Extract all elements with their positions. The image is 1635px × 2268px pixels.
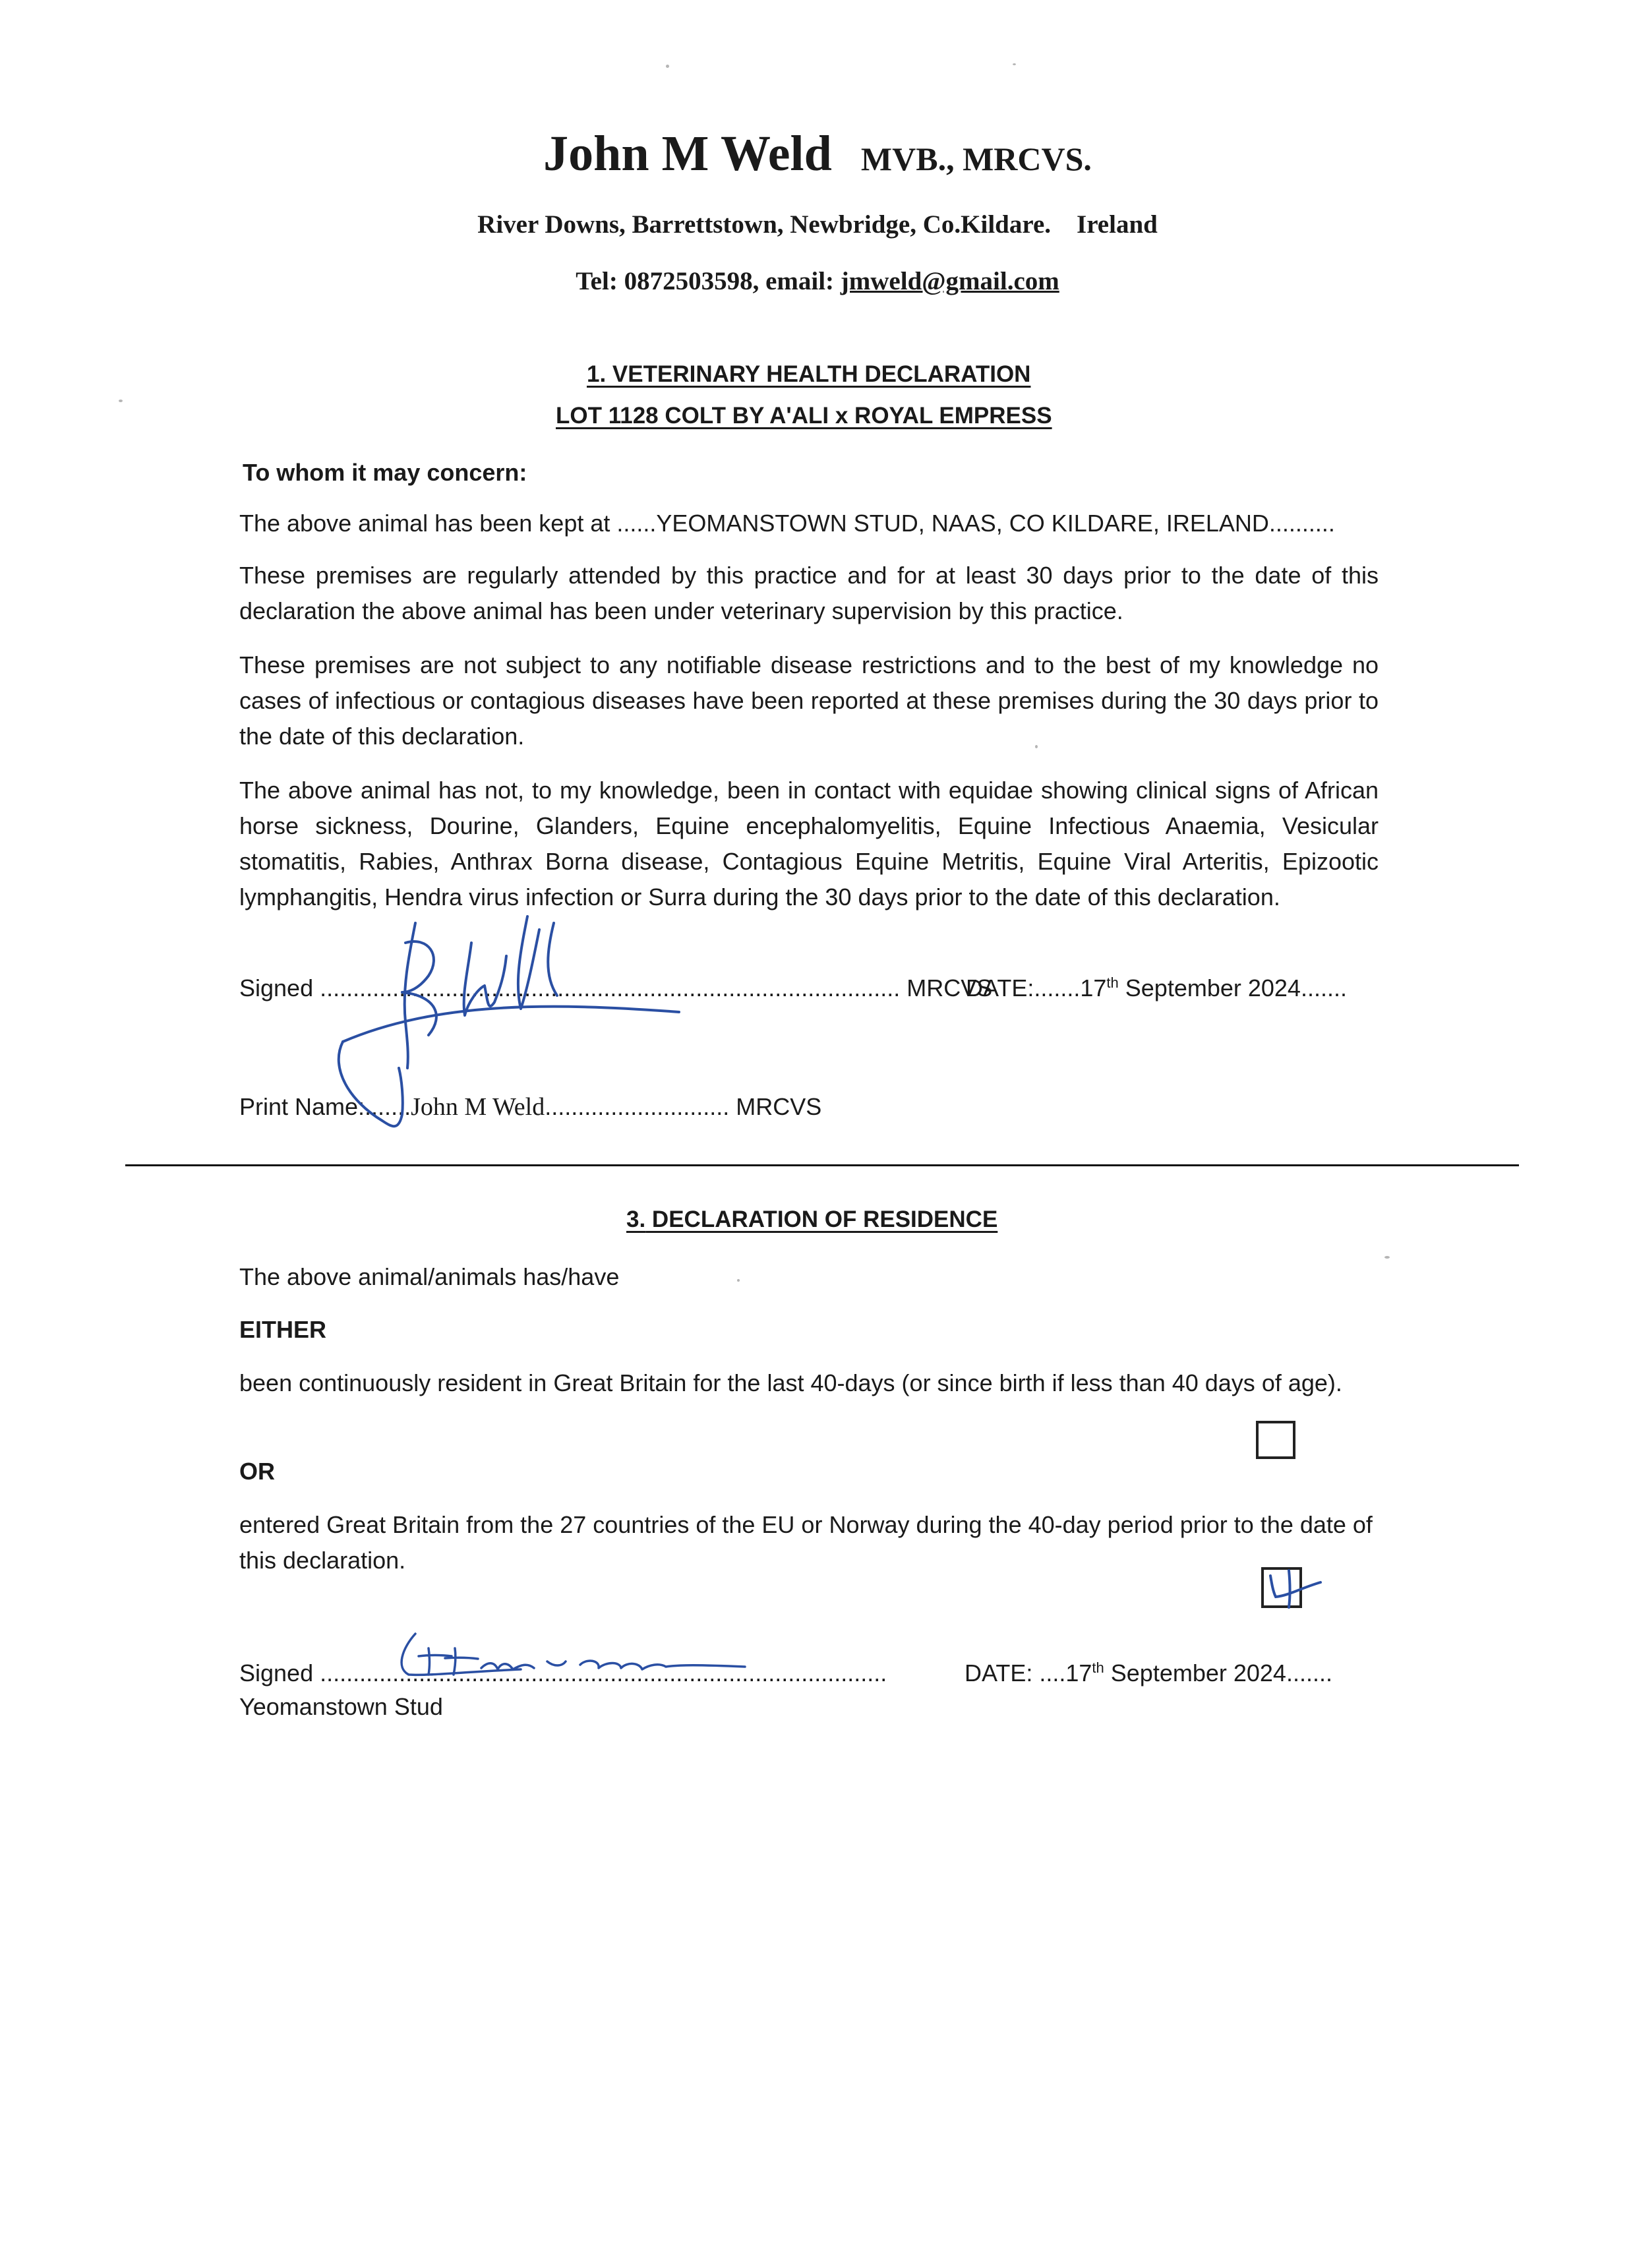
section1-subtitle: LOT 1128 COLT BY A'ALI x ROYAL EMPRESS xyxy=(556,403,1052,429)
vet-date xyxy=(966,970,1347,1006)
kept-at-paragraph: The above animal has been kept at ......YEOMANSTOWN STUD, NAAS, CO KILDARE, IRELAND.......... xyxy=(239,510,1335,537)
scan-speck xyxy=(1035,745,1038,748)
stud-signature xyxy=(389,1628,758,1688)
date-label: DATE:.......17 xyxy=(966,974,1107,1001)
print-name-suffix: MRCVS xyxy=(729,1093,822,1120)
stud-name: Yeomanstown Stud xyxy=(239,1693,443,1720)
scan-speck xyxy=(1384,1256,1390,1259)
option2-text: entered Great Britain from the 27 countries of the EU or Norway during the 40-day period prior to the date of this declaration. xyxy=(239,1511,1373,1574)
scan-speck xyxy=(1013,63,1016,65)
residence-intro: The above animal/animals has/have xyxy=(239,1263,620,1290)
scan-speck xyxy=(119,400,123,402)
stud-signed-dots: ...................................................................................... xyxy=(320,1659,887,1686)
stud-date xyxy=(965,1656,1332,1691)
disease-restrictions-paragraph: These premises are not subject to any notifiable disease restrictions and to the best of my knowledge no cases of infectious or contagious diseases have been reported at these premises during the 30 days prior to the date of this declaration. xyxy=(239,651,1379,750)
section3-title-text: DECLARATION OF RESIDENCE xyxy=(645,1207,998,1232)
supervision-paragraph: These premises are regularly attended by this practice and for at least 30 days prior to the date of this declaration the above animal has been under veterinary supervision by this practice. xyxy=(239,562,1379,624)
signed-dots: ........................................................................................ xyxy=(320,974,901,1001)
option1-text: been continuously resident in Great Britain for the last 40-days (or since birth if less than 40 days of age). xyxy=(239,1369,1342,1396)
letterhead-name-line xyxy=(0,125,1635,183)
stud-signed-label: Signed xyxy=(239,1659,314,1686)
section1-title: 1. VETERINARY HEALTH DECLARATION xyxy=(587,361,1031,387)
letterhead-contact xyxy=(0,266,1635,296)
email-link[interactable]: jmweld@gmail.com xyxy=(840,267,1059,295)
section3-title xyxy=(626,1207,997,1233)
telephone-label: Tel: 0872503598, email: xyxy=(576,267,841,295)
section-divider xyxy=(125,1164,1519,1166)
option1-checkbox[interactable] xyxy=(1256,1421,1295,1459)
print-name-dots: ............................ xyxy=(545,1093,730,1120)
date-ordinal: th xyxy=(1106,974,1119,991)
vet-qualifications: MVB., MRCVS. xyxy=(860,140,1092,177)
stud-date-label: DATE: ....17 xyxy=(965,1659,1092,1686)
scan-speck xyxy=(666,65,669,68)
print-name-value: John M Weld xyxy=(411,1093,545,1121)
vet-name: John M Weld xyxy=(543,126,832,181)
either-label: EITHER xyxy=(239,1316,327,1343)
signed-suffix: MRCVS xyxy=(900,974,993,1001)
date-rest: September 2024....... xyxy=(1118,974,1347,1001)
print-name-label: Print Name:....... xyxy=(239,1093,411,1120)
scan-speck xyxy=(737,1279,740,1282)
signed-label: Signed xyxy=(239,974,314,1001)
contact-paragraph: The above animal has not, to my knowledge, been in contact with equidae showing clinical signs of African horse sickness, Dourine, Glanders, Equine encephalomyelitis, Equine Infectious Anaemia, Vesicular stomatitis, Rabies, Anthrax Borna disease, Contagious Equine Metritis, Equine Viral Arteritis, Epizootic lymphangitis, Hendra virus infection or Surra during the 30 days prior to the date of this declaration. xyxy=(239,777,1379,910)
checkmark-icon xyxy=(1263,1564,1335,1610)
section3-number: 3. xyxy=(626,1207,646,1232)
salutation: To whom it may concern: xyxy=(243,459,527,486)
vet-signature xyxy=(330,903,699,1141)
stud-date-rest: September 2024....... xyxy=(1104,1659,1332,1686)
stud-date-ordinal: th xyxy=(1092,1659,1104,1676)
letterhead-address: River Downs, Barrettstown, Newbridge, Co.Kildare. Ireland xyxy=(477,210,1158,239)
or-label: OR xyxy=(239,1458,275,1485)
